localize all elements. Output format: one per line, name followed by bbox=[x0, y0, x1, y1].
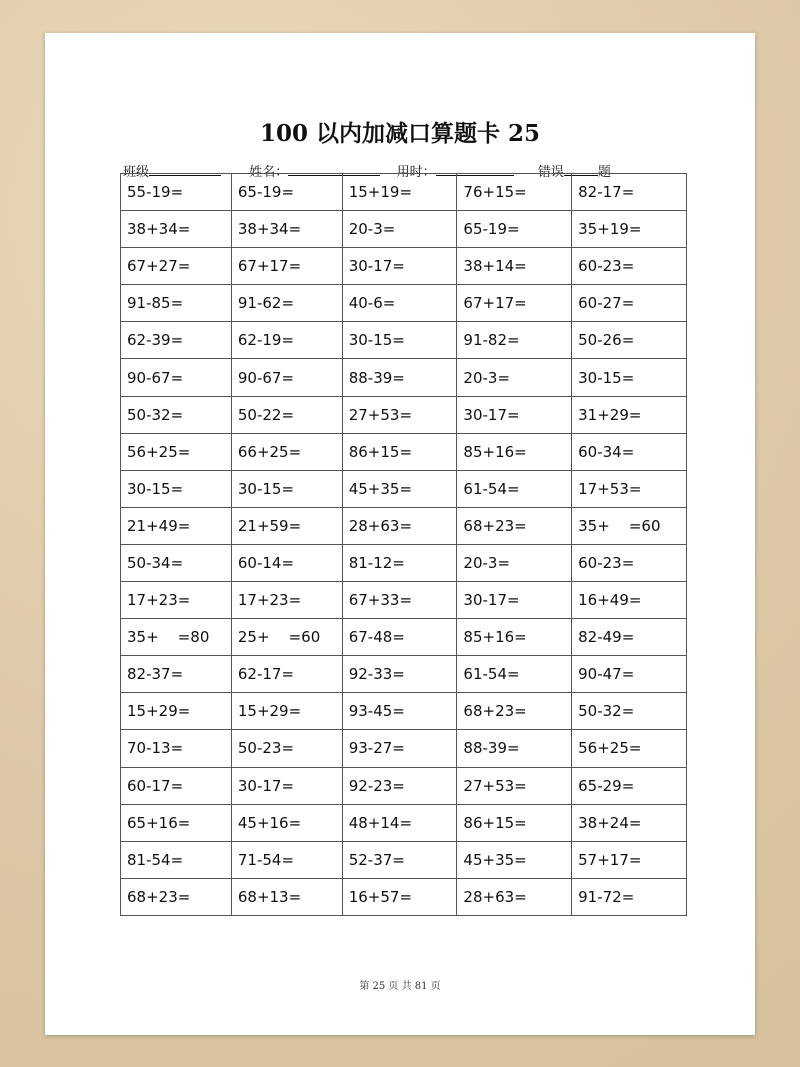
problem-cell: 65-19= bbox=[457, 211, 572, 248]
table-row bbox=[121, 322, 687, 359]
problem-cell: 60-23= bbox=[572, 544, 687, 581]
problem-cell: 17+53= bbox=[572, 470, 687, 507]
problem-cell: 38+34= bbox=[121, 211, 232, 248]
table-row bbox=[121, 878, 687, 915]
problem-cell: 65+16= bbox=[121, 804, 232, 841]
problem-cell: 56+25= bbox=[572, 730, 687, 767]
problem-cell: 60-34= bbox=[572, 433, 687, 470]
problem-cell: 38+14= bbox=[457, 248, 572, 285]
problem-cell: 45+16= bbox=[231, 804, 342, 841]
table-row bbox=[121, 507, 687, 544]
problem-cell: 90-67= bbox=[121, 359, 232, 396]
problem-cell: 85+16= bbox=[457, 619, 572, 656]
problem-cell: 30-17= bbox=[457, 582, 572, 619]
table-row bbox=[121, 693, 687, 730]
problem-cell: 27+53= bbox=[457, 767, 572, 804]
class-label: 班级 bbox=[123, 165, 150, 180]
problem-cell: 28+63= bbox=[457, 878, 572, 915]
problem-cell: 66+25= bbox=[231, 433, 342, 470]
problem-cell: 30-15= bbox=[231, 470, 342, 507]
problem-cell: 50-23= bbox=[231, 730, 342, 767]
problem-cell: 50-32= bbox=[121, 396, 232, 433]
problem-cell: 86+15= bbox=[457, 804, 572, 841]
problem-cell: 92-23= bbox=[342, 767, 457, 804]
errors-suffix: 题 bbox=[597, 165, 611, 180]
problem-cell: 61-54= bbox=[457, 470, 572, 507]
problem-cell: 62-19= bbox=[231, 322, 342, 359]
table-row bbox=[121, 174, 687, 211]
problem-cell: 52-37= bbox=[342, 841, 457, 878]
problem-cell: 90-47= bbox=[572, 656, 687, 693]
problem-cell: 91-82= bbox=[457, 322, 572, 359]
table-row bbox=[121, 767, 687, 804]
problem-cell: 50-32= bbox=[572, 693, 687, 730]
problem-cell: 30-17= bbox=[342, 248, 457, 285]
problem-cell: 30-17= bbox=[231, 767, 342, 804]
problem-cell: 93-45= bbox=[342, 693, 457, 730]
table-row bbox=[121, 804, 687, 841]
problem-cell: 88-39= bbox=[342, 359, 457, 396]
problem-cell: 67+33= bbox=[342, 582, 457, 619]
time-label: 用时： bbox=[396, 165, 436, 180]
problem-cell: 76+15= bbox=[457, 174, 572, 211]
problem-cell: 38+24= bbox=[572, 804, 687, 841]
table-row bbox=[121, 470, 687, 507]
problem-cell: 25+ =60 bbox=[231, 619, 342, 656]
problem-cell: 16+57= bbox=[342, 878, 457, 915]
problem-cell: 15+19= bbox=[342, 174, 457, 211]
problem-cell: 30-15= bbox=[121, 470, 232, 507]
problem-cell: 45+35= bbox=[457, 841, 572, 878]
table-row bbox=[121, 544, 687, 581]
table-row bbox=[121, 359, 687, 396]
problem-cell: 21+49= bbox=[121, 507, 232, 544]
problem-cell: 50-22= bbox=[231, 396, 342, 433]
problem-cell: 50-34= bbox=[121, 544, 232, 581]
problem-cell: 82-37= bbox=[121, 656, 232, 693]
problem-cell: 70-13= bbox=[121, 730, 232, 767]
table-row bbox=[121, 582, 687, 619]
problem-cell: 62-39= bbox=[121, 322, 232, 359]
problem-cell: 38+34= bbox=[231, 211, 342, 248]
problem-cell: 81-54= bbox=[121, 841, 232, 878]
problem-cell: 15+29= bbox=[121, 693, 232, 730]
table-row bbox=[121, 656, 687, 693]
problem-cell: 28+63= bbox=[342, 507, 457, 544]
table-row bbox=[121, 285, 687, 322]
problem-cell: 71-54= bbox=[231, 841, 342, 878]
problem-cell: 30-15= bbox=[572, 359, 687, 396]
problem-cell: 35+19= bbox=[572, 211, 687, 248]
problem-cell: 55-19= bbox=[121, 174, 232, 211]
problem-cell: 20-3= bbox=[457, 359, 572, 396]
problem-cell: 15+29= bbox=[231, 693, 342, 730]
table-row bbox=[121, 730, 687, 767]
table-row bbox=[121, 619, 687, 656]
problem-cell: 85+16= bbox=[457, 433, 572, 470]
problem-cell: 81-12= bbox=[342, 544, 457, 581]
problem-cell: 40-6= bbox=[342, 285, 457, 322]
problem-cell: 30-15= bbox=[342, 322, 457, 359]
problem-cell: 68+13= bbox=[231, 878, 342, 915]
problem-cell: 20-3= bbox=[457, 544, 572, 581]
problem-cell: 62-17= bbox=[231, 656, 342, 693]
problem-cell: 67+17= bbox=[231, 248, 342, 285]
problem-cell: 56+25= bbox=[121, 433, 232, 470]
errors-label: 错误 bbox=[537, 165, 564, 180]
problem-cell: 88-39= bbox=[457, 730, 572, 767]
problem-cell: 91-62= bbox=[231, 285, 342, 322]
page-number: 第 25 页 共 81 页 bbox=[359, 981, 441, 992]
problem-cell: 68+23= bbox=[457, 693, 572, 730]
problem-cell: 17+23= bbox=[121, 582, 232, 619]
problem-cell: 27+53= bbox=[342, 396, 457, 433]
problem-cell: 60-17= bbox=[121, 767, 232, 804]
problem-cell: 91-85= bbox=[121, 285, 232, 322]
problem-cell: 45+35= bbox=[342, 470, 457, 507]
problem-cell: 68+23= bbox=[121, 878, 232, 915]
problem-cell: 16+49= bbox=[572, 582, 687, 619]
table-row bbox=[121, 248, 687, 285]
problem-cell: 68+23= bbox=[457, 507, 572, 544]
problem-cell: 67-48= bbox=[342, 619, 457, 656]
problem-cell: 65-19= bbox=[231, 174, 342, 211]
table-row bbox=[121, 433, 687, 470]
problem-cell: 35+ =60 bbox=[572, 507, 687, 544]
problem-cell: 93-27= bbox=[342, 730, 457, 767]
name-label: 姓名： bbox=[249, 165, 289, 180]
table-row bbox=[121, 396, 687, 433]
problem-cell: 92-33= bbox=[342, 656, 457, 693]
problem-cell: 91-72= bbox=[572, 878, 687, 915]
worksheet-page bbox=[45, 33, 755, 1035]
page-title: 100 以内加减口算题卡 25 bbox=[259, 120, 541, 147]
problem-cell: 86+15= bbox=[342, 433, 457, 470]
problem-cell: 82-49= bbox=[572, 619, 687, 656]
problem-cell: 67+17= bbox=[457, 285, 572, 322]
problem-cell: 31+29= bbox=[572, 396, 687, 433]
table-row bbox=[121, 211, 687, 248]
problem-cell: 48+14= bbox=[342, 804, 457, 841]
problem-cell: 61-54= bbox=[457, 656, 572, 693]
problem-cell: 35+ =80 bbox=[121, 619, 232, 656]
problem-cell: 60-27= bbox=[572, 285, 687, 322]
problem-cell: 60-14= bbox=[231, 544, 342, 581]
problem-cell: 65-29= bbox=[572, 767, 687, 804]
problems-table bbox=[120, 173, 687, 916]
problem-cell: 20-3= bbox=[342, 211, 457, 248]
problem-cell: 82-17= bbox=[572, 174, 687, 211]
problem-cell: 17+23= bbox=[231, 582, 342, 619]
table-row bbox=[121, 841, 687, 878]
problem-cell: 90-67= bbox=[231, 359, 342, 396]
problem-cell: 57+17= bbox=[572, 841, 687, 878]
problem-cell: 67+27= bbox=[121, 248, 232, 285]
problem-cell: 50-26= bbox=[572, 322, 687, 359]
problem-cell: 60-23= bbox=[572, 248, 687, 285]
problem-cell: 30-17= bbox=[457, 396, 572, 433]
problem-cell: 21+59= bbox=[231, 507, 342, 544]
